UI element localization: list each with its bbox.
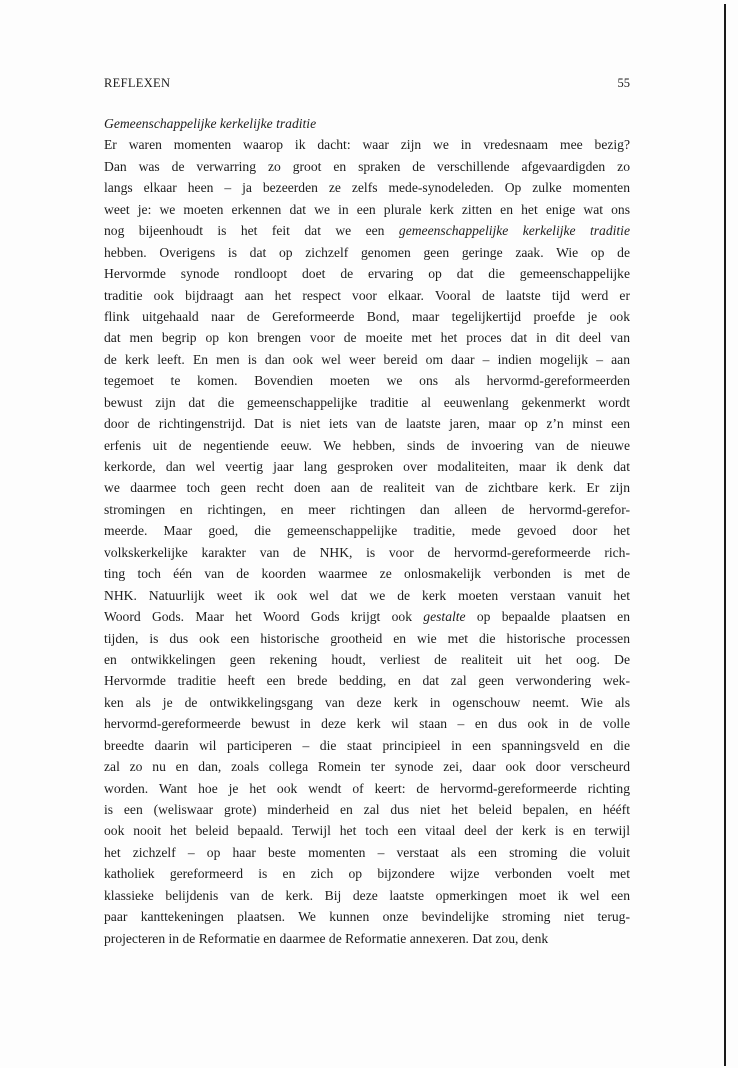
text-line: we daarmee toch geen recht doen aan de realiteit van de zichtbare kerk. Er zijn [104,480,630,496]
text-line: traditie ook bijdraagt aan het respect voor elkaar. Vooral de laatste tijd werd er [104,287,630,303]
text-line: en ontwikkelingen geen rekening houdt, verliest de realiteit uit het oog. De [104,651,630,667]
text-line: bewust zijn dat die gemeenschappelijke traditie al eeuwenlang gekenmerkt wordt [104,394,630,410]
text-line: hebben. Overigens is dat op zichzelf genomen geen geringe zaak. Wie op de [104,244,630,260]
text-segment: nog bijeenhoudt is het feit dat we een [104,223,399,239]
text-line: erfenis uit de negentiende eeuw. We hebben, sinds de invoering van de nieuwe [104,437,630,453]
text-line: projecteren in de Reformatie en daarmee de Reformatie annexeren. Dat zou, denk [104,930,549,946]
text-line: klassieke belijdenis van de kerk. Bij deze laatste opmerkingen moet ik wel een [104,887,630,903]
text-line: ken als je de ontwikkelingsgang van deze kerk in ogenschouw neemt. Wie als [104,694,630,710]
running-head: REFLEXEN [104,76,171,90]
text-line: is een (weliswaar grote) minderheid en zal dus niet het beleid bepalen, en hééft [104,802,630,817]
text-line [104,220,630,241]
text-line: de kerk leeft. En men is dan ook wel weer bereid om daar – indien mogelijk – aan [104,351,630,367]
text-line: tijden, is dus ook een historische grootheid en wie met die historische processen [104,630,630,646]
text-line: weet je: we moeten erkennen dat we in een plurale kerk zitten en het enige wat ons [104,201,630,217]
text-line: langs elkaar heen – ja bezeerden ze zelfs mede-synodeleden. Op zulke momenten [104,180,630,196]
text-line: Dan was de verwarring zo groot en spraken de verschillende afgevaardigden zo [104,158,630,174]
text-line: volkskerkelijke karakter van de NHK, is voor de hervormd-gereformeerde rich- [104,544,630,560]
text-line: dat men begrip op kon brengen voor de moeite met het proces dat in dit deel van [104,330,630,346]
text-line: NHK. Natuurlijk weet ik ook wel dat we de kerk moeten verstaan vanuit het [104,587,630,603]
emphasized-text: gemeenschappelijke kerkelijke traditie [398,223,630,239]
body-text [104,113,630,949]
page-number: 55 [617,76,630,90]
text-segment: op bepaalde plaatsen en [465,609,630,625]
text-line: tegemoet te komen. Bovendien moeten we ons als hervormd-gereformeerden [104,373,630,389]
text-line: breedte daarin wil participeren – die staat principieel in een spanningsveld en die [104,737,630,753]
text-line: katholiek gereformeerd is en zich op bijzondere wijze verbonden voelt met [104,866,630,882]
text-line: Er waren momenten waarop ik dacht: waar zijn we in vredesnaam mee bezig? [104,137,630,153]
text-line: worden. Want hoe je het ook wendt of keert: de hervormd-gereformeerde richting [104,780,630,796]
text-line: Hervormde traditie heeft een brede bedding, en dat zal geen verwondering wek- [104,673,630,689]
text-line: het zichzelf – op haar beste momenten – verstaat als een stroming die voluit [104,844,630,860]
text-segment: Woord Gods. Maar het Woord Gods krijgt ook [104,609,424,625]
text-line: paar kanttekeningen plaatsen. We kunnen onze bevindelijke stroming niet terug- [104,909,630,925]
emphasized-text: gestalte [423,609,466,625]
page-edge-rule [724,4,726,1066]
text-line [104,606,630,627]
text-line: kerkorde, dan wel veertig jaar lang gesproken over modaliteiten, maar ik denk dat [104,459,630,474]
text-line: hervormd-gereformeerde bewust in deze kerk wil staan – en dus ook in de volle [104,716,630,732]
text-line: zal zo nu en dan, zoals collega Romein ter synode zei, daar ook door verscheurd [104,759,630,775]
text-line: ting toch één van de koorden waarmee ze onlosmakelijk verbonden is met de [104,566,630,582]
section-heading: Gemeenschappelijke kerkelijke traditie [104,116,317,131]
text-line: Hervormde synode rondloopt doet de ervaring op dat die gemeenschappelijke [104,266,630,282]
page-header [104,76,630,98]
text-line: door de richtingenstrijd. Dat is niet iets van de laatste jaren, maar op z’n minst een [104,416,630,432]
text-line: flink uitgehaald naar de Gereformeerde Bond, maar tegelijkertijd proefde je ook [104,308,630,324]
text-line: ook nooit het beleid bepaald. Terwijl het toch een vitaal deel der kerk is en terwijl [104,823,630,839]
text-line: stromingen en richtingen, en meer richtingen dan alleen de hervormd-gerefor- [104,501,630,517]
text-line: meerde. Maar goed, die gemeenschappelijke traditie, mede gevoed door het [104,523,630,539]
